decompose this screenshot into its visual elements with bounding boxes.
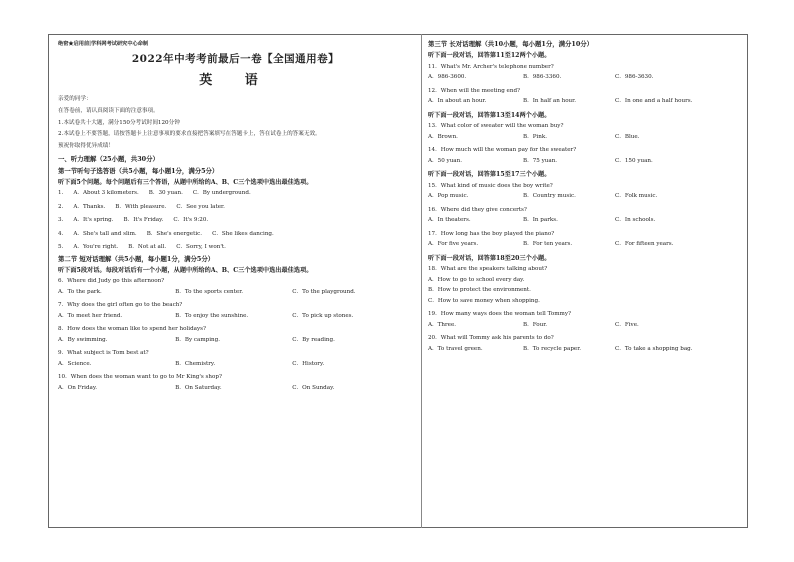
option-a: A．To meet her friend. [58,312,123,319]
option-a: A．In theaters. [428,217,471,223]
left-column [58,38,413,393]
notice-rule-2: 2.本试卷上不要答题，请按答题卡上注意事项的要求直接把答案填写在答题卡上，答在试卷上的答案无效。 [58,131,321,138]
option-c: C．History. [292,360,325,367]
option-b: B．By camping. [175,336,220,343]
option-c: C．986-3630. [615,74,654,80]
question-3 [58,215,413,226]
option-b: B．To the sports center. [175,288,244,295]
section1-items [58,188,413,253]
notice-rule-1: 1.本试卷共十大题，满分150分考试时间120分钟 [58,119,180,126]
question-13-options [428,132,740,143]
question-8: 8．How does the woman like to spend her holidays? [58,326,207,333]
option-c: C．She likes dancing. [212,230,274,237]
question-6: 6．Where did Judy go this afternoon? [58,278,165,285]
subject-title: 英 语 [199,73,272,88]
question-12: 12．When will the meeting end? [428,87,521,94]
question-13: 13．What color of sweater will the woman buy? [428,123,564,129]
question-number: 2. [58,203,64,210]
option-a: A．To travel green. [428,345,483,352]
option-a: A．Science. [58,360,92,367]
question-5 [58,242,413,253]
option-b: B．She's energetic. [146,230,203,237]
question-7-options [58,311,413,322]
option-b: B．986-3360. [523,74,562,80]
question-12-options [428,96,740,107]
question-17-options [428,239,740,250]
question-4 [58,229,413,240]
option-a: A．50 yuan. [428,157,463,164]
option-a: A．To the park. [58,288,102,295]
option-c: C．By reading. [292,336,335,343]
option-b: B．In parks. [523,217,558,223]
option-c: C．Blue. [615,133,640,140]
section2-heading: 第二节 短对话理解（共5小题，每小题1分，满分5分） [58,254,215,263]
option-b: B．Chemistry. [175,360,216,367]
option-c: C．To pick up stones. [292,312,354,319]
option-c: C．See you later. [176,203,225,210]
option-b: B．Pink. [523,133,548,140]
option-a: A．Pop music. [428,193,469,199]
question-number: 5. [58,244,64,251]
question-1 [58,188,413,199]
group-4-instruction: 听下面一段对话，回答第18至20三个小题。 [428,254,551,262]
option-b: B．To recycle paper. [523,345,582,352]
option-b: B．Not at all. [128,244,167,251]
option-a: A．Thanks. [73,203,106,210]
notice-block [58,94,413,153]
option-b: B．For ten years. [523,241,573,247]
option-c: C．To the playground. [292,288,356,295]
question-9: 9．What subject is Tom best at? [58,350,149,357]
option-b: B．In half an hour. [523,98,576,104]
option-a: A．It's spring. [73,217,114,224]
question-14-options [428,156,740,167]
question-18-option-b: B．How to protect the environment. [428,287,531,293]
question-11: 11．What's Mr. Archer's telephone number? [428,63,554,70]
section2-items [58,276,413,393]
question-18-option-c: C．How to save money when shopping. [428,297,540,304]
option-c: C．In schools. [615,217,656,223]
option-a: A．Three. [428,321,457,328]
notice-wish: 预祝你取得优异成绩！ [58,143,114,150]
option-c: C．150 yuan. [615,157,653,164]
question-number: 3. [58,217,64,224]
right-column [428,38,740,354]
question-20: 20．What will Tommy ask his parents to do? [428,335,554,341]
question-15-options [428,191,740,202]
question-11-options [428,72,740,83]
option-c: C．To take a shopping bag. [615,345,693,352]
option-b: B．Four. [523,321,548,328]
option-c: C．For fifteen years. [615,241,674,247]
notice-intro: 在答卷前，请认真阅读下面的注意事项。 [58,107,159,114]
column-divider [421,34,422,528]
option-a: A．986-3600. [428,74,467,80]
option-b: B．It's Friday. [123,217,164,224]
question-18-option-a: A．How to go to school every day. [428,276,525,283]
option-a: A．In about an hour. [428,98,487,104]
question-7: 7．Why does the girl often go to the beach? [58,302,183,309]
option-b: B．30 yuan. [148,190,183,197]
question-10: 10．When does the woman want to go to Mr King's shop? [58,374,222,381]
option-b: B．To enjoy the sunshine. [175,312,249,319]
question-2 [58,202,413,213]
option-b: B．With pleasure. [115,203,167,210]
option-b: B．On Saturday. [175,384,222,391]
option-a: A．She's tall and slim. [73,230,137,237]
option-c: C．On Sunday. [292,384,335,391]
option-a: A．By swimming. [58,336,108,343]
question-10-options [58,383,413,394]
question-16: 16．Where did they give concerts? [428,206,527,213]
option-b: B．75 yuan. [523,157,558,164]
group-2-instruction: 听下面一段对话，回答第13至14两个小题。 [428,111,551,119]
option-a: A．For five years. [428,241,479,247]
section1-instruction: 听下面5个问题。每个问题后有三个答语，从题中所给的A、B、C三个选项中选出最佳选项。 [58,178,313,186]
option-c: C．It's 9:20. [173,217,209,224]
question-18: 18．What are the speakers talking about? [428,266,548,272]
part1-heading: 一、听力理解（25小题，共30分） [58,154,159,163]
question-9-options [58,359,413,370]
option-c: C．By underground. [192,190,251,197]
option-a: A．You're right. [73,244,119,251]
question-17: 17．How long has the boy played the piano? [428,230,555,237]
option-b: B．Country music. [523,193,576,199]
section1-heading: 第一节听句子选答语（共5小题，每小题1分，满分5分） [58,166,219,175]
group-3-instruction: 听下面一段对话，回答第15至17三个小题。 [428,171,551,178]
question-15: 15．What kind of music does the boy write? [428,182,553,189]
secret-label: 绝密★启用前|学科网考试研究中心命制 [58,41,149,47]
question-8-options [58,335,413,346]
option-a: A．About 3 kilometers. [73,190,139,197]
option-a: A．On Friday. [58,384,98,391]
option-a: A．Brown. [428,133,458,140]
option-c: C．Folk music. [615,193,658,199]
question-19: 19．How many ways does the woman tell Tommy? [428,311,572,317]
option-c: C．In one and a half hours. [615,98,693,104]
exam-title: 2022年中考考前最后一卷【全国通用卷】 [131,53,340,65]
group-1-instruction: 听下面一段对话，回答第11至12两个小题。 [428,52,551,59]
question-16-options [428,215,740,226]
question-19-options [428,320,740,331]
question-14: 14．How much will the woman pay for the sweater? [428,147,577,153]
option-c: C．Five. [615,321,639,328]
option-c: C．Sorry, I won't. [176,244,226,251]
question-20-options [428,344,740,355]
section3-heading: 第三节 长对话理解（共10小题，每小题1分，满分10分） [428,40,594,48]
question-6-options [58,287,413,298]
section2-instruction: 听下面5段对话。每段对话后有一个小题，从题中所给的A、B、C三个选项中选出最佳选项。 [58,266,313,274]
notice-greeting: 亲爱的同学： [58,96,92,102]
question-number: 4. [58,230,64,237]
question-number: 1. [58,190,64,197]
